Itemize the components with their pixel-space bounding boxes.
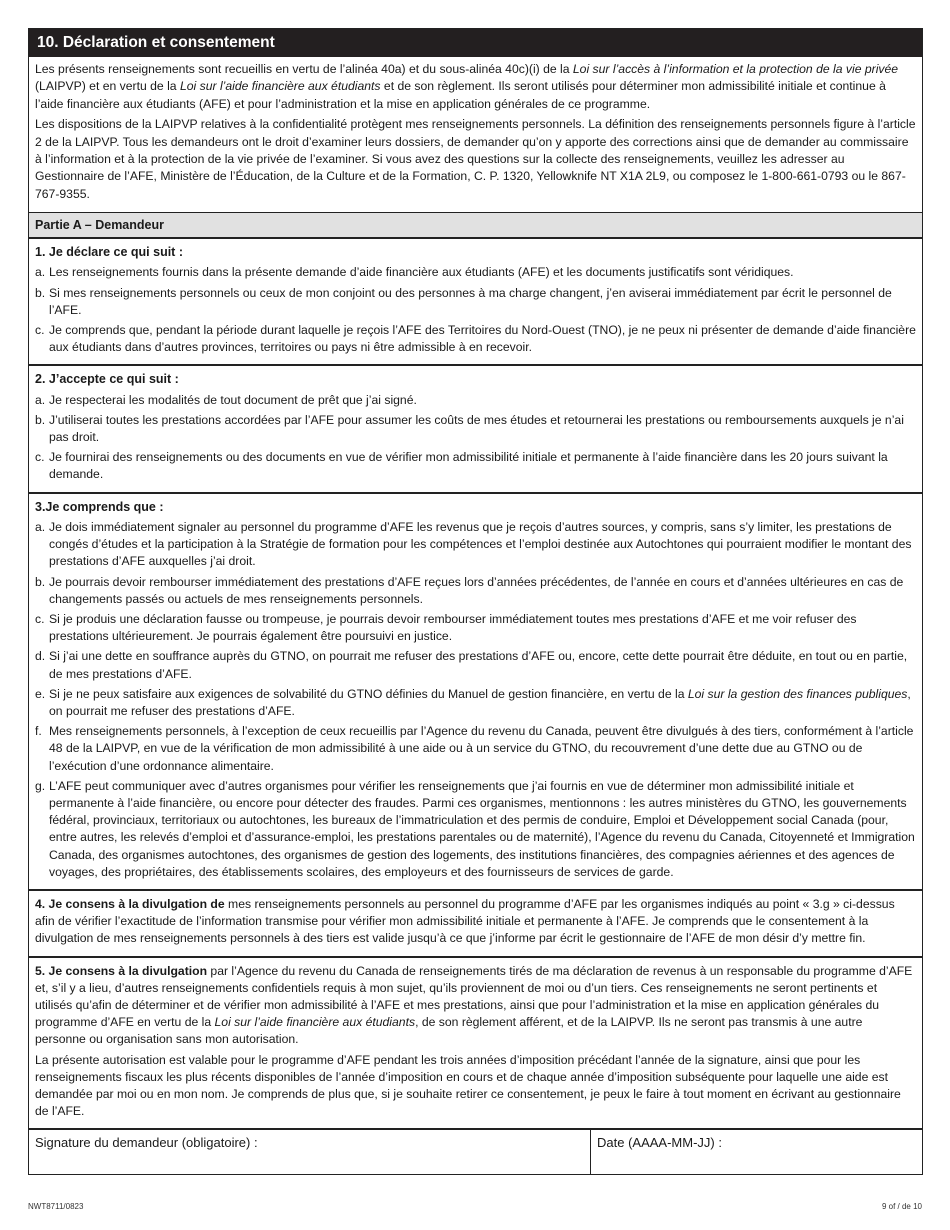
intro-paragraph-1: Les présents renseignements sont recueillis en vertu de l’alinéa 40a) et du sous-alinéa 40c)(i) de la Loi sur l’accès à l’information et la protection de la vie privée (LAIPVP) et en vertu de la Loi sur l’aide financière aux étudiants et de son règlement. Ils seront utilisés pour déterminer mon admissibilité initiale et continue à l’aide financière aux étudiants (AFE) et pour l’administration et la mise en application générales de ce programme. (35, 62, 899, 111)
list-item: a. Les renseignements fournis dans la présente demande d’aide financière aux étudiants (AFE) et les documents justificatifs sont véridiques. (35, 265, 794, 280)
declaration-form (28, 28, 923, 1175)
declaration-block-3 (29, 494, 922, 891)
consent-5-text: 5. Je consens à la divulgation par l’Agence du revenu du Canada de renseignements tirés de ma déclaration de revenus à un responsable du programme d’AFE et, s’il y a lieu, d’autres renseignements confidentiels requis à mon sujet, qu’ils proviennent de moi ou d’un tiers. Ces renseignements ne seront pertinents et utilisés qu’afin de déterminer et de vérifier mon admissibilité à l’AFE et mes prestations, ainsi que pour l’administration et la mise en application générales du programme d’AFE en vertu de la Loi sur l’aide financière aux étudiants, de son règlement afférent, et de la LAIPVP. Ils ne seront pas transmis à une autre personne ou organisation sans mon autorisation. (35, 963, 913, 1047)
list-item: b. Si mes renseignements personnels ou ceux de mon conjoint ou des personnes à ma charge changent, j’en aviserai immédiatement par écrit le personnel de l’AFE. (35, 285, 892, 317)
signature-row (29, 1130, 922, 1174)
consent-block-4 (29, 891, 922, 958)
page-number: 9 of / de 10 (881, 1202, 922, 1211)
list-item: b. J’utiliserai toutes les prestations accordées par l’AFE pour assumer les coûts de mes études et retournerai les prestations ou remboursements auxquels je n’ai pas droit. (35, 412, 904, 445)
list-item: b. Je pourrais devoir rembourser immédiatement des prestations d’AFE reçues lors d’années précédentes, de l’année en cours et d’années ultérieures en cas de changements passés ou actuels de mes renseignements personnels. (35, 574, 904, 606)
list-item: c. Je comprends que, pendant la période durant laquelle je reçois l’AFE des Territoires du Nord-Ouest (TNO), je ne peux ni présenter de demande d’aide financière aux étudiants dans d’autres provinces, territoires ou pays ni être admissible à en recevoir. (35, 323, 916, 355)
list-item: d. Si j’ai une dette en souffrance auprès du GTNO, on pourrait me refuser des prestations d’AFE ou, encore, cette dette pourrait être déduite, en tout ou en partie, de mes prestations d’AFE. (35, 649, 908, 681)
block-3-title: 3.Je comprends que : (35, 499, 164, 514)
list-item: a. Je dois immédiatement signaler au personnel du programme d’AFE les revenus que je reçois d’autres sources, y compris, sans s’y limiter, les prestations de congés d’études et la participation à la Stratégie de formation pour les compétences et l’emploi destinée aux Autochtones qui pourraient modifier le montant des prestations d’AFE auxquelles j’ai droit. (35, 519, 912, 569)
consent-block-5 (29, 958, 922, 1131)
section-title: 10. Déclaration et consentement (29, 29, 922, 57)
intro-paragraph-2: Les dispositions de la LAIPVP relatives à la confidentialité protègent mes renseignements personnels. La définition des renseignements personnels figure à l’article 2 de la LAIPVP. Tous les demandeurs ont le droit d’examiner leurs dossiers, de demander qu’on y apporte des corrections ainsi que de demander au commissaire à l’information et à la protection de la vie privée de l’examiner. Si vous avez des questions sur la collecte des renseignements, veuillez les adresser au Gestionnaire de l’AFE, Ministère de l’Éducation, de la Culture et de la Formation, C. P. 1320, Yellowknife NT X1A 2L9, ou composez le 1-800-661-0793 ou le 867-767-9355. (35, 117, 916, 201)
intro-text (29, 57, 922, 213)
applicant-signature-label: Signature du demandeur (obligatoire) : (35, 1135, 258, 1151)
block-3-list (35, 519, 916, 881)
block-1-title: 1. Je déclare ce qui suit : (35, 245, 183, 260)
block-1-list (35, 264, 916, 356)
list-item: f. Mes renseignements personnels, à l’exception de ceux recueillis par l’Agence du revenu du Canada, peuvent être divulgués à des tiers, conformément à l’article 48 de la LAIPVP, en vue de la vérification de mon admissibilité à une aide ou à un service du GTNO, du recouvrement d’une dette due au GTNO ou de l’exécution d’une ordonnance alimentaire. (35, 724, 914, 773)
list-item: e. Si je ne peux satisfaire aux exigences de solvabilité du GTNO définies du Manuel de gestion financière, en vertu de la Loi sur la gestion des finances publiques, on pourrait me refuser des prestations d’AFE. (35, 686, 911, 718)
declaration-block-1 (29, 239, 922, 366)
list-item: a. Je respecterai les modalités de tout document de prêt que j’ai signé. (35, 392, 417, 407)
declaration-block-2 (29, 366, 922, 493)
block-2-list (35, 392, 916, 484)
date-label: Date (AAAA-MM-JJ) : (597, 1135, 722, 1151)
consent-5-paragraph-2: La présente autorisation est valable pour le programme d’AFE pendant les trois années d’imposition précédant l’année de la signature, ainsi que pour les renseignements fiscaux les plus récents disponibles de l’année d’imposition en cours et de chaque année d’imposition subséquente pour laquelle une aide est demandée par moi ou en mon nom. Je comprends de plus que, si je souhaite retirer ce consentement, je peux le faire à tout moment en écrivant au gestionnaire de l’AFE. (35, 1052, 901, 1119)
block-2-title: 2. J’accepte ce qui suit : (35, 372, 179, 387)
list-item: c. Si je produis une déclaration fausse ou trompeuse, je pourrais devoir rembourser immédiatement toutes mes prestations d’AFE et me voir refuser des prestations ultérieurement. Je pourrais également être poursuivi en justice. (35, 611, 857, 644)
list-item: g. L’AFE peut communiquer avec d’autres organismes pour vérifier les renseignements que j’ai fournis en vue de déterminer mon admissibilité initiale et permanente à l’aide financière, ou encore pour détecter des fraudes. Parmi ces organismes, mentionnons : les autres ministères du GTNO, les gouvernements fédéral, provinciaux, territoriaux ou autochtones, les bureaux de l’immatriculation et des permis de conduire, Emploi et Développement social Canada (pour, entre autres, les relevés d’emploi et d’assurance-emploi, les prestations parentales ou de maternité), l’Agence du revenu du Canada, Citoyenneté et Immigration Canada, des organismes autochtones, des organismes de gestion des logements, des institutions financières, des compagnies aériennes et des agences de voyages, des propriétaires, des établissements scolaires, des employeurs et des fournisseurs de services de garde. (35, 778, 915, 879)
applicant-signature-field[interactable] (29, 1130, 591, 1174)
consent-4-text: 4. Je consens à la divulgation de mes renseignements personnels au personnel du programme d’AFE par les organismes indiqués au point « 3.g » ci-dessus afin de vérifier l’exactitude de l’information transmise pour vérifier mon admissibilité initiale et permanente à l’AFE. Je comprends que le consentement à la divulgation de mes renseignements personnels à des tiers est valide jusqu’à ce que j’informe par écrit le gestionnaire de l’AFE de mon désir d’y mettre fin. (35, 896, 895, 946)
list-item: c. Je fournirai des renseignements ou des documents en vue de vérifier mon admissibilité initiale et permanente à l’aide financière dans les 20 jours suivant la demande. (35, 450, 888, 482)
date-field[interactable] (591, 1130, 922, 1174)
part-a-header: Partie A – Demandeur (29, 213, 922, 239)
form-code: NWT8711/0823 (28, 1202, 84, 1211)
